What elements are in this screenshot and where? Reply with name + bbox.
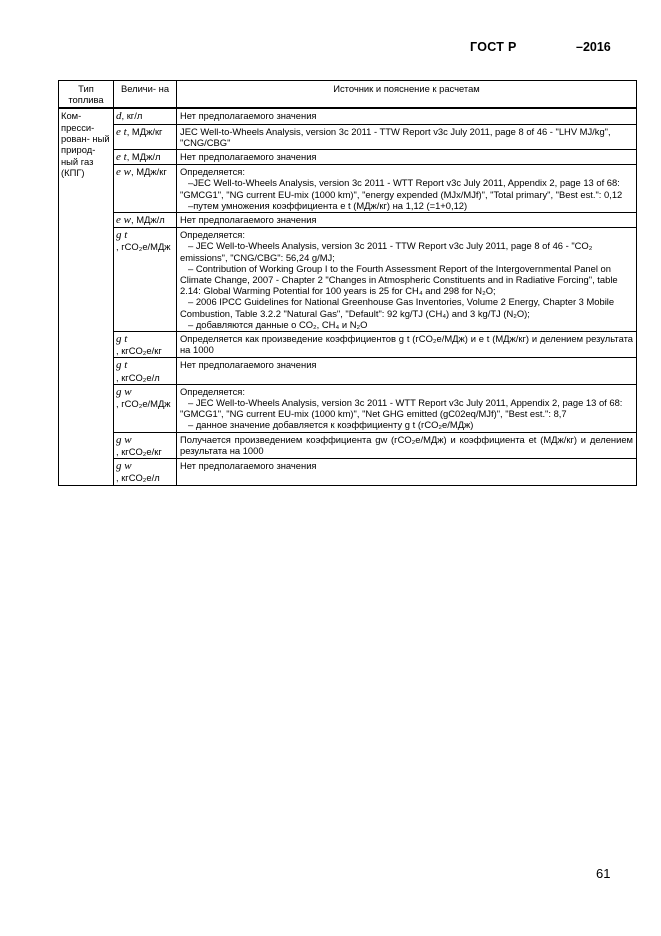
table-row xyxy=(59,228,637,332)
description-cell: Нет предполагаемого значения xyxy=(177,150,637,165)
quantity-cell: g t , кгCO₂е/л xyxy=(114,358,177,384)
quantity-cell: g w , кгCO₂е/л xyxy=(114,459,177,485)
table-row xyxy=(59,165,637,213)
header-fuel-type: Тип топлива xyxy=(59,81,114,109)
quantity-cell: g t , гCO₂е/МДж xyxy=(114,228,177,332)
header-source: Источник и пояснение к расчетам xyxy=(177,81,637,109)
quantity-cell: e w, МДж/кг xyxy=(114,165,177,213)
table-row xyxy=(59,108,637,124)
description-cell: Получается произведением коэффициента gw (гCO₂е/МДж) и коэффициента et (МДж/кг) и делением результата на 1000 xyxy=(177,432,637,458)
table-row xyxy=(59,213,637,228)
table-header-row xyxy=(59,81,637,109)
description-cell: Нет предполагаемого значения xyxy=(177,213,637,228)
quantity-cell: e t, МДж/л xyxy=(114,150,177,165)
table-row xyxy=(59,358,637,384)
calculation-table xyxy=(58,80,637,486)
header-year: –2016 xyxy=(576,40,611,54)
description-cell: Определяется: – JEC Well-to-Wheels Analysis, version 3c 2011 - WTT Report v3c July 2011, Appendix 2, page 13 of 68: "GMCG1", "NG current EU-mix (1000 km)", "Net GHG emitted (gC02eq/MJf)", "Best est.": 8,7 – данное значение добавляется к коэффициенту g t (гCO₂е/МДж) xyxy=(177,384,637,432)
page-number: 61 xyxy=(596,866,611,881)
quantity-cell: g t , кгCO₂е/кг xyxy=(114,332,177,358)
table-row xyxy=(59,459,637,485)
description-cell: Нет предполагаемого значения xyxy=(177,108,637,124)
header-quantity: Величи- на xyxy=(114,81,177,109)
table-row xyxy=(59,124,637,149)
quantity-cell: g w , кгCO₂е/кг xyxy=(114,432,177,458)
description-cell: Определяется: –JEC Well-to-Wheels Analysis, version 3c 2011 - WTT Report v3c July 2011, Appendix 2, page 13 of 68: "GMCG1", "NG current EU-mix (1000 km)", "energy expended (MJx/MJf)", "Total primary", "Best est.": 0,12 –путем умножения коэффициента e t (МДж/кг) на 1,12 (=1+0,12) xyxy=(177,165,637,213)
description-cell: Определяется: – JEC Well-to-Wheels Analysis, version 3c 2011 - TTW Report v3c July 2011, page 8 of 46 - "CO₂ emissions", "CNG/CBG": 56,24 g/MJ; – Contribution of Working Group I to the Fourth Assessment Report of the Intergovernmental Panel on Climate Change, 2007 - Chapter 2 "Changes in Atmospheric Constituents and in Radiative Forcing", table 2.14: Global Warming Potential for 100 years is 25 for CH₄ and 298 for N₂O; – 2006 IPCC Guidelines for National Greenhouse Gas Inventories, Volume 2 Energy, Chapter 3 Mobile Combustion, Table 3.2.2 "Natural Gas", "Default": 92 kg/TJ (CH₄) and 3 kg/TJ (N₂O); – добавляются данные о CO₂, CH₄ и N₂O xyxy=(177,228,637,332)
fuel-type-cell: Ком- пресси- рован- ный природ- ный газ (КПГ) xyxy=(59,108,114,485)
quantity-cell: g w , гCO₂е/МДж xyxy=(114,384,177,432)
description-cell: Определяется как произведение коэффициентов g t (гCO₂е/МДж) и e t (МДж/кг) и делением результата на 1000 xyxy=(177,332,637,358)
table-row xyxy=(59,384,637,432)
table-row xyxy=(59,150,637,165)
description-cell: Нет предполагаемого значения xyxy=(177,358,637,384)
quantity-cell: d, кг/л xyxy=(114,108,177,124)
description-cell: Нет предполагаемого значения xyxy=(177,459,637,485)
quantity-cell: e w, МДж/л xyxy=(114,213,177,228)
table-row xyxy=(59,432,637,458)
description-cell: JEC Well-to-Wheels Analysis, version 3c 2011 - TTW Report v3c July 2011, page 8 of 46 - "LHV MJ/kg", "CNG/CBG" xyxy=(177,124,637,149)
quantity-cell: e t, МДж/кг xyxy=(114,124,177,149)
table-row xyxy=(59,332,637,358)
header-standard-code: ГОСТ Р xyxy=(470,40,517,54)
